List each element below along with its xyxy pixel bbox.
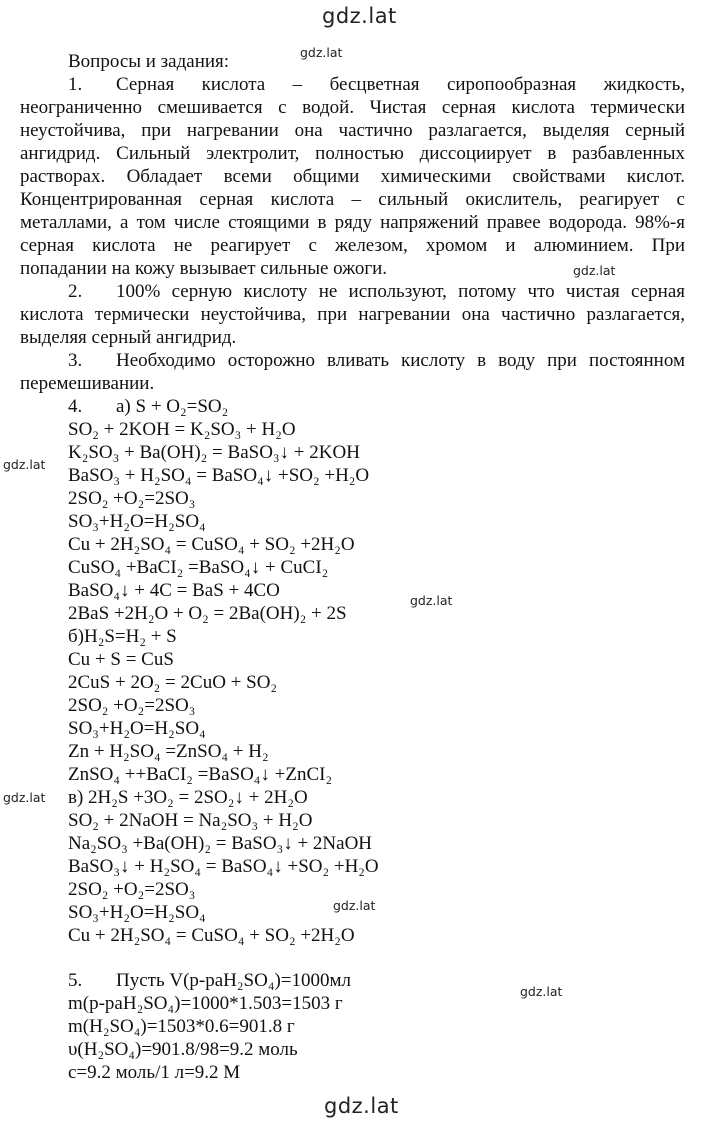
answer-number: 2.: [68, 281, 83, 302]
answer-1-line: неограниченно смешивается с водой. Чистая серная кислота термически: [20, 97, 685, 118]
equation: SO₂ + 2KOH = K₂SO₃ + H₂O: [68, 419, 296, 440]
watermark: gdz.lat: [300, 45, 343, 60]
equation: SO₂ + 2NaOH = Na₂SO₃ + H₂O: [68, 810, 313, 831]
watermark: gdz.lat: [3, 790, 46, 805]
answer-text: 100% серную кислоту не используют, потому что чистая серная: [116, 281, 685, 302]
answer-1-line: попадании на кожу вызывает сильные ожоги.: [20, 258, 388, 279]
watermark-bottom: gdz.lat: [324, 1094, 399, 1118]
answer-1-line: растворах. Обладает всеми общими химическими свойствами кислот.: [20, 166, 685, 187]
answer-5-line: [68, 969, 351, 992]
equation: K₂SO₃ + Ba(OH)₂ = BaSO₃↓ + 2KOH: [68, 442, 360, 463]
equation: Cu + 2H₂SO₄ = CuSO₄ + SO₂ +2H₂O: [68, 925, 355, 946]
calculation-line: υ(H₂SO₄)=901.8/98=9.2 моль: [68, 1039, 298, 1060]
equation: б)H₂S=H₂ + S: [68, 626, 177, 647]
equation: BaSO₃ + H₂SO₄ = BaSO₄↓ +SO₂ +H₂O: [68, 465, 370, 486]
equation: 2BaS +2H₂O + O₂ = 2Ba(OH)₂ + 2S: [68, 603, 347, 624]
equation: SO₃+H₂O=H₂SO₄: [68, 902, 206, 923]
answer-3-line: перемешивании.: [20, 373, 155, 394]
calculation-line: m(H₂SO₄)=1503*0.6=901.8 г: [68, 1016, 295, 1037]
calculation-line: c=9.2 моль/1 л=9.2 М: [68, 1062, 241, 1083]
watermark: gdz.lat: [333, 898, 376, 913]
equation: BaSO₃↓ + H₂SO₄ = BaSO₄↓ +SO₂ +H₂O: [68, 856, 379, 877]
answer-1-line: ангидрид. Сильный электролит, полностью диссоциирует в разбавленных: [20, 143, 685, 164]
equation: 2CuS + 2O₂ = 2CuO + SO₂: [68, 672, 278, 693]
equation: 2SO₂ +O₂=2SO₃: [68, 488, 196, 509]
answer-text: Необходимо осторожно вливать кислоту в воду при постоянном: [116, 350, 685, 371]
equation: BaSO₄↓ + 4C = BaS + 4CO: [68, 580, 280, 601]
answer-number: 4.: [68, 396, 83, 417]
equation: Cu + 2H₂SO₄ = CuSO₄ + SO₂ +2H₂O: [68, 534, 355, 555]
answer-number: 5.: [68, 970, 83, 991]
answer-1-line: серная кислота не реагирует с железом, хромом и алюминием. При: [20, 235, 685, 256]
section-heading: Вопросы и задания:: [68, 51, 230, 72]
answer-4-line: [68, 395, 228, 418]
watermark-top: gdz.lat: [322, 4, 397, 28]
equation: Zn + H₂SO₄ =ZnSO₄ + H₂: [68, 741, 269, 762]
equation: а) S + O₂=SO₂: [116, 396, 229, 417]
answer-number: 1.: [68, 74, 83, 95]
equation: SO₃+H₂O=H₂SO₄: [68, 718, 206, 739]
equation: Na₂SO₃ +Ba(OH)₂ = BaSO₃↓ + 2NaOH: [68, 833, 373, 854]
answer-3-line: [68, 349, 685, 372]
answer-1-line: металлами, а том числе стоящими в ряду напряжений правее водорода. 98%-я: [20, 212, 685, 233]
equation: 2SO₂ +O₂=2SO₃: [68, 695, 196, 716]
equation: CuSO₄ +BaCI₂ =BaSO₄↓ + CuCI₂: [68, 557, 329, 578]
answer-2-line: кислота термически неустойчива, при нагревании она частично разлагается,: [20, 304, 685, 325]
answer-2-line: выделяя серный ангидрид.: [20, 327, 237, 348]
watermark: gdz.lat: [3, 457, 46, 472]
answer-text: Серная кислота – бесцветная сиропообразная жидкость,: [116, 74, 685, 95]
equation: в) 2H₂S +3O₂ = 2SO₂↓ + 2H₂O: [68, 787, 308, 808]
answer-text: Пусть V(р-раH₂SO₄)=1000мл: [116, 970, 351, 991]
answer-number: 3.: [68, 350, 83, 371]
equation: ZnSO₄ ++BaCI₂ =BaSO₄↓ +ZnCI₂: [68, 764, 333, 785]
equation: 2SO₂ +O₂=2SO₃: [68, 879, 196, 900]
equation: Cu + S = CuS: [68, 649, 174, 670]
watermark: gdz.lat: [410, 593, 453, 608]
answer-2-line: [68, 280, 685, 303]
watermark: gdz.lat: [520, 984, 563, 999]
answer-1-line: Концентрированная серная кислота – сильный окислитель, реагирует с: [20, 189, 685, 210]
watermark: gdz.lat: [573, 263, 616, 278]
answer-1-line: неустойчива, при нагревании она частично разлагается, выделяя серный: [20, 120, 685, 141]
calculation-line: m(р-раH₂SO₄)=1000*1.503=1503 г: [68, 993, 343, 1014]
answer-1-line: [68, 73, 685, 96]
equation: SO₃+H₂O=H₂SO₄: [68, 511, 206, 532]
